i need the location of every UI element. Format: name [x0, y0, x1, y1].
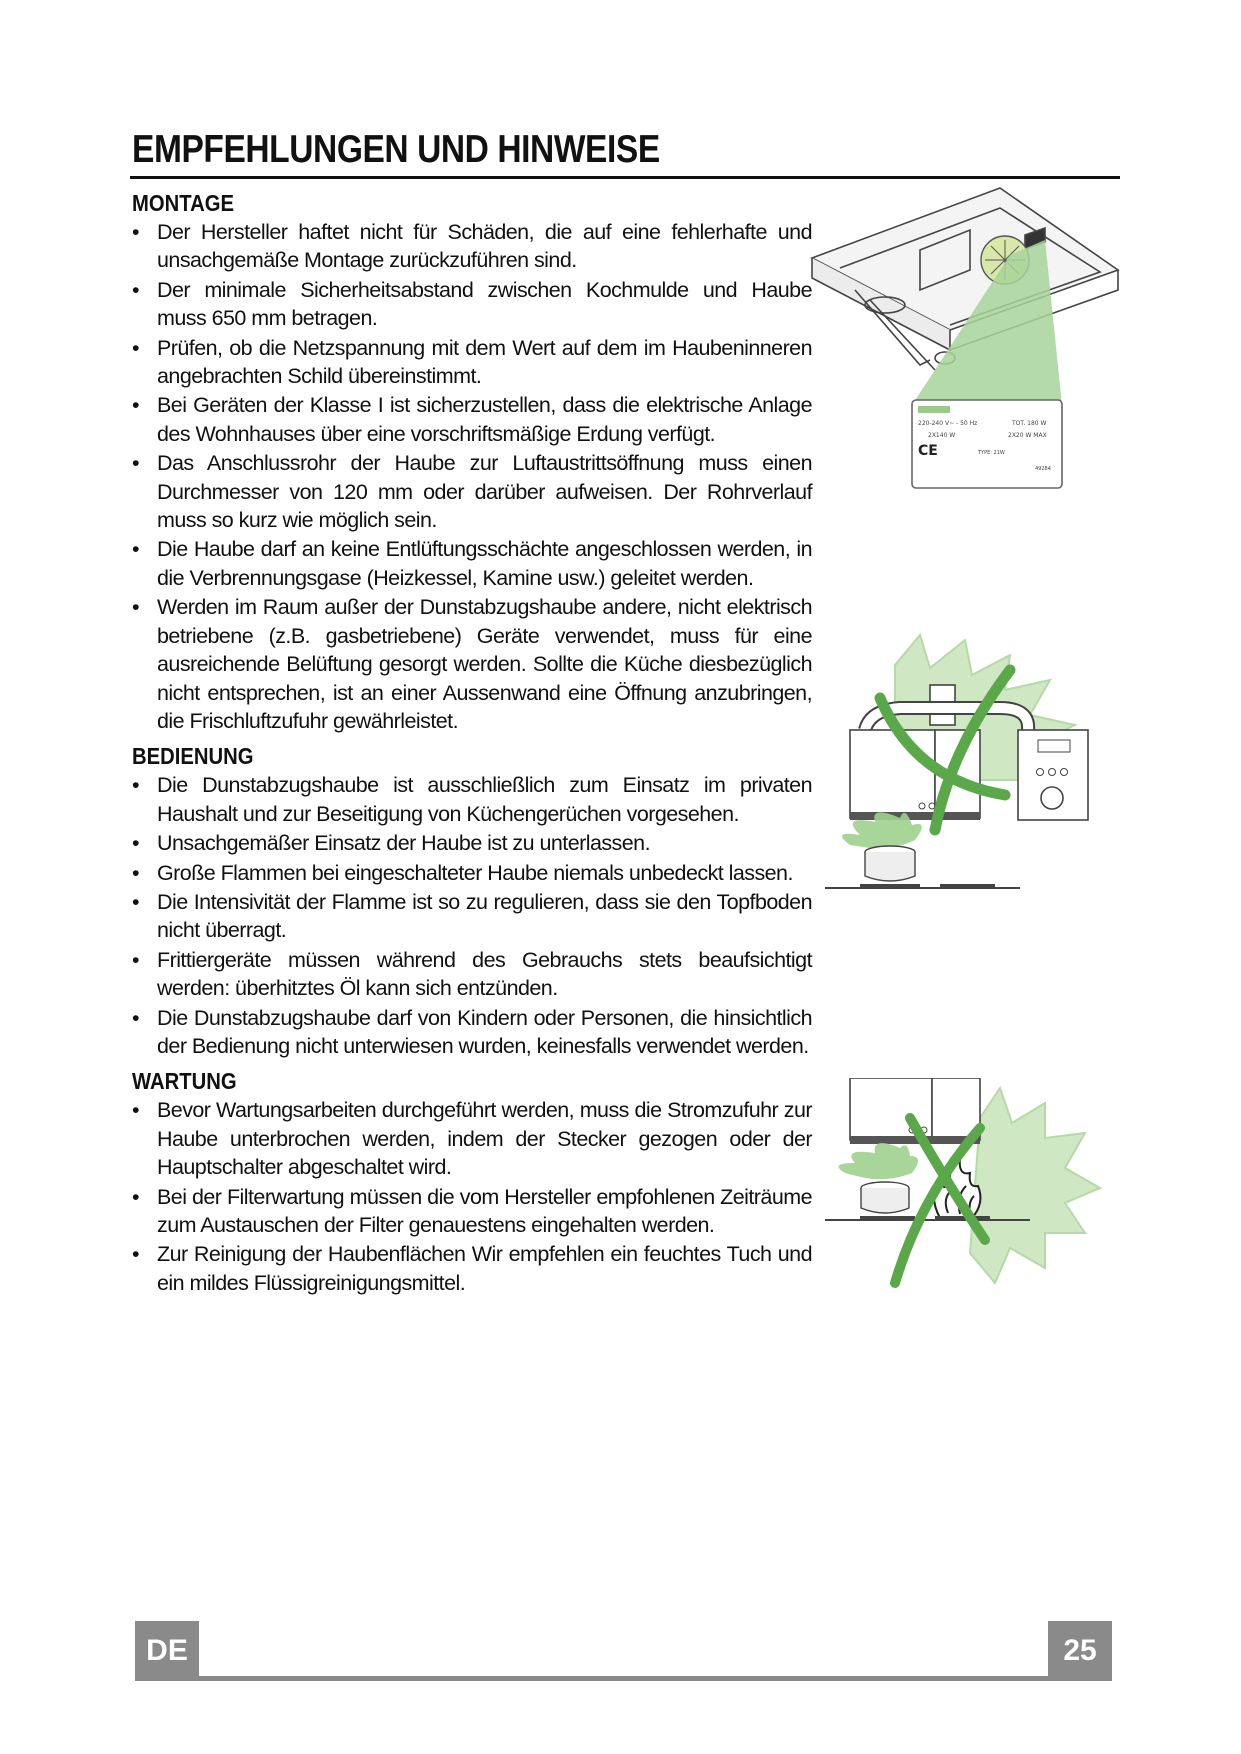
section-heading-montage: MONTAGE [132, 190, 234, 216]
list-item: • Die Dunstabzugshaube ist ausschließlich zum Einsatz im privaten Haushalt und zur Beseitigung von Küchengerüchen vorgesehen. [132, 771, 812, 828]
page-title: EMPFEHLUNGEN UND HINWEISE [132, 128, 660, 171]
list-item: • Frittiergeräte müssen während des Gebrauchs stets beaufsichtigt werden: überhitztes Öl kann sich entzünden. [132, 946, 812, 1003]
list-item: • Bei der Filterwartung müssen die vom Hersteller empfohlenen Zeiträume zum Austauschen der Filter genauestens eingehalten werden. [132, 1183, 812, 1240]
rating-lamps: 2X20 W MAX [1008, 432, 1047, 439]
rating-type: TYPE: 21W [978, 450, 1005, 456]
list-item: • Der minimale Sicherheitsabstand zwischen Kochmulde und Haube muss 650 mm betragen. [132, 276, 812, 333]
rating-voltage: 220-240 V~ - 50 Hz [918, 420, 978, 427]
list-item: • Große Flammen bei eingeschalteter Haube niemals unbedeckt lassen. [132, 859, 812, 887]
list-item: • Bevor Wartungsarbeiten durchgeführt werden, muss die Stromzufuhr zur Haube unterbrochen werden, indem der Stecker gezogen oder der Hauptschalter abgeschaltet wird. [132, 1096, 812, 1181]
page-number: 25 [1048, 1621, 1112, 1681]
rating-code: 49284 [1035, 466, 1051, 472]
language-tag: DE [135, 1621, 199, 1681]
title-underline [130, 176, 1120, 179]
no-shared-flue-illustration [800, 630, 1130, 940]
list-item: • Werden im Raum außer der Dunstabzugshaube andere, nicht elektrisch betriebene (z.B. gasbetriebene) Geräte verwendet, muss für eine ausreichende Belüftung gesorgt werden. Sollte die Küche diesbezüglich nicht entsprechen, ist an einer Aussenwand eine Öffnung anzubringen, die Frischluftzufuhr gewährleistet. [132, 593, 812, 735]
list-item: • Unsachgemäßer Einsatz der Haube ist zu unterlassen. [132, 829, 812, 857]
montage-list [132, 218, 812, 735]
list-item: • Prüfen, ob die Netzspannung mit dem Wert auf dem im Haubeninneren angebrachten Schild übereinstimmt. [132, 334, 812, 391]
text-column [132, 188, 812, 1299]
footer-rule [199, 1676, 1048, 1681]
rating-total: TOT. 180 W [1012, 420, 1047, 427]
list-item: • Die Dunstabzugshaube darf von Kindern oder Personen, die hinsichtlich der Bedienung nicht unterwiesen wurden, keinesfalls verwendet werden. [132, 1004, 812, 1061]
section-heading-wartung: WARTUNG [132, 1068, 237, 1095]
no-open-flame-illustration [800, 1078, 1130, 1298]
list-item: • Der Hersteller haftet nicht für Schäden, die auf eine fehlerhafte und unsachgemäße Montage zurückzuführen sind. [132, 218, 812, 275]
ce-mark: CE [918, 443, 938, 459]
list-item: • Das Anschlussrohr der Haube zur Luftaustrittsöffnung muss einen Durchmesser von 120 mm oder darüber aufweisen. Der Rohrverlauf muss so kurz wie möglich sein. [132, 449, 812, 534]
list-item: • Bei Geräten der Klasse I ist sicherzustellen, dass die elektrische Anlage des Wohnhauses über eine vorschriftsmäßige Erdung verfügt. [132, 391, 812, 448]
section-heading-bedienung: BEDIENUNG [132, 743, 254, 770]
rating-motor: 2X140 W [928, 432, 956, 439]
bedienung-list [132, 771, 812, 1060]
list-item: • Die Haube darf an keine Entlüftungsschächte angeschlossen werden, in die Verbrennungsgase (Heizkessel, Kamine usw.) geleitet werden. [132, 535, 812, 592]
list-item: • Zur Reinigung der Haubenflächen Wir empfehlen ein feuchtes Tuch und ein mildes Flüssigreinigungsmittel. [132, 1240, 812, 1297]
hood-rating-plate-illustration [800, 180, 1130, 525]
wartung-list [132, 1096, 812, 1297]
list-item: • Die Intensivität der Flamme ist so zu regulieren, dass sie den Topfboden nicht überragt. [132, 888, 812, 945]
